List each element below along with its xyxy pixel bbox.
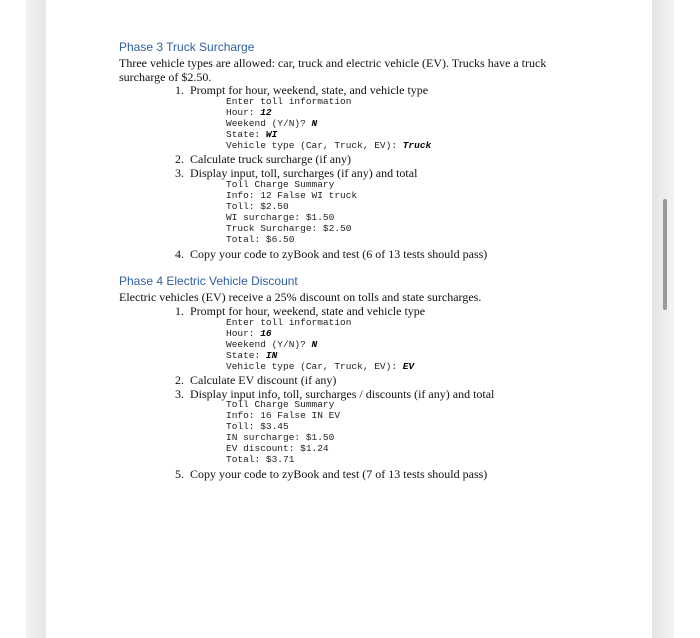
document-page: [46, 0, 652, 638]
phase3-prompt-title: Enter toll information: [226, 96, 352, 107]
phase4-prompt-state: State: IN: [226, 350, 278, 361]
phase4-summary-line: Toll Charge Summary: [226, 399, 335, 410]
phase4-step-number: 3.: [175, 387, 184, 401]
phase3-summary-line: WI surcharge: $1.50: [226, 212, 335, 223]
phase3-step-number: 1.: [175, 83, 184, 97]
phase4-summary-line: Toll: $3.45: [226, 421, 289, 432]
vertical-scrollbar-thumb[interactable]: [663, 199, 667, 310]
phase4-step-number: 5.: [175, 467, 184, 481]
phase3-prompt-weekend: Weekend (Y/N)? N: [226, 118, 318, 129]
phase3-prompt-vehicle: Vehicle type (Car, Truck, EV): Truck: [226, 140, 432, 151]
phase4-summary-line: EV discount: $1.24: [226, 443, 329, 454]
phase3-summary-line: Truck Surcharge: $2.50: [226, 223, 352, 234]
phase4-step-text: Copy your code to zyBook and test (7 of 13 tests should pass): [190, 467, 488, 481]
phase4-summary-line: Info: 16 False IN EV: [226, 410, 341, 421]
phase4-intro-line1: Electric vehicles (EV) receive a 25% discount on tolls and state surcharges.: [119, 290, 482, 304]
phase4-step-number: 1.: [175, 304, 184, 318]
phase3-intro-line1: Three vehicle types are allowed: car, truck and electric vehicle (EV). Trucks have a truck: [119, 56, 547, 70]
phase4-step-number: 2.: [175, 373, 184, 387]
phase3-summary-line: Info: 12 False WI truck: [226, 190, 358, 201]
phase3-intro-line2: surcharge of $2.50.: [119, 70, 212, 84]
phase4-heading: Phase 4 Electric Vehicle Discount: [119, 274, 298, 288]
phase4-prompt-vehicle: Vehicle type (Car, Truck, EV): EV: [226, 361, 415, 372]
phase3-step-text: Display input, toll, surcharges (if any) and total: [190, 166, 418, 180]
phase4-step-text: Display input info, toll, surcharges / discounts (if any) and total: [190, 387, 495, 401]
phase3-summary-line: Toll: $2.50: [226, 201, 289, 212]
phase4-summary-line: Total: $3.71: [226, 454, 295, 465]
phase3-prompt-hour: Hour: 12: [226, 107, 272, 118]
phase4-prompt-hour: Hour: 16: [226, 328, 272, 339]
phase3-step-number: 3.: [175, 166, 184, 180]
phase3-heading: Phase 3 Truck Surcharge: [119, 40, 255, 54]
phase3-step-number: 4.: [175, 247, 184, 261]
phase3-step-text: Calculate truck surcharge (if any): [190, 152, 352, 166]
phase3-step-text: Prompt for hour, weekend, state, and vehicle type: [190, 83, 429, 97]
phase4-step-text: Prompt for hour, weekend, state and vehicle type: [190, 304, 426, 318]
phase3-step-text: Copy your code to zyBook and test (6 of 13 tests should pass): [190, 247, 488, 261]
phase4-prompt-title: Enter toll information: [226, 317, 352, 328]
phase3-prompt-state: State: WI: [226, 129, 278, 140]
phase4-prompt-weekend: Weekend (Y/N)? N: [226, 339, 318, 350]
phase3-summary-line: Total: $6.50: [226, 234, 295, 245]
phase3-summary-line: Toll Charge Summary: [226, 179, 335, 190]
page-shadow-left: [26, 0, 46, 638]
phase3-step-number: 2.: [175, 152, 184, 166]
phase4-summary-line: IN surcharge: $1.50: [226, 432, 335, 443]
phase4-step-text: Calculate EV discount (if any): [190, 373, 337, 387]
page-shadow-right: [652, 0, 674, 638]
